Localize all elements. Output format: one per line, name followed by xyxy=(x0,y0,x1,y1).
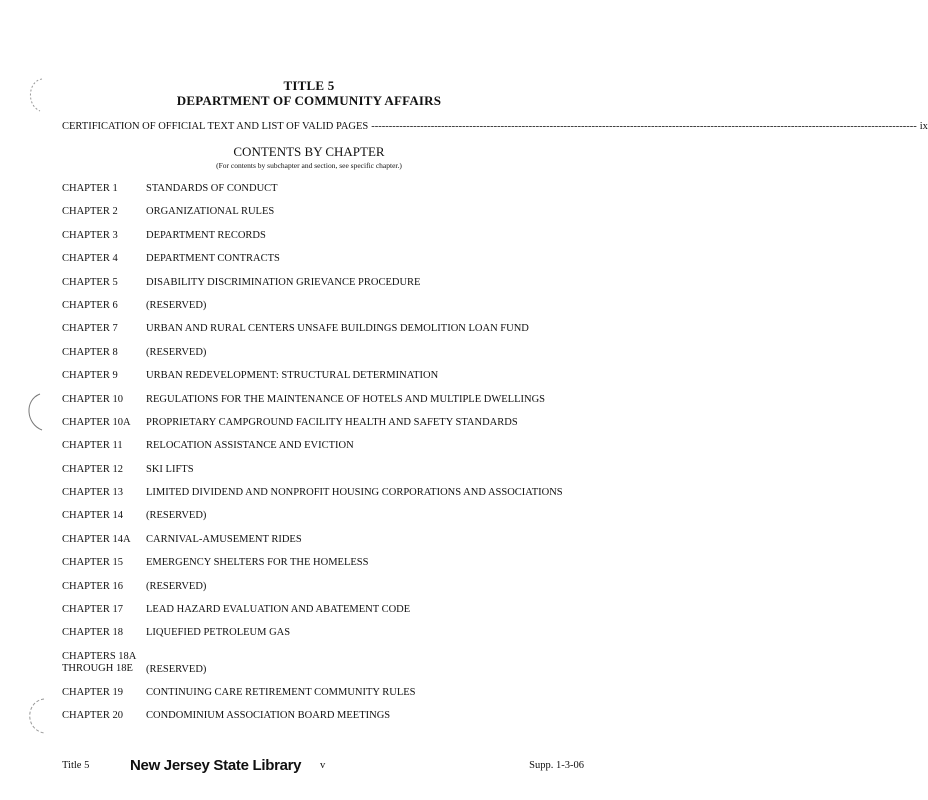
footer-title: Title 5 xyxy=(62,760,90,771)
certification-text: CERTIFICATION OF OFFICIAL TEXT AND LIST OF VALID PAGES xyxy=(62,121,369,132)
chapter-label: CHAPTER 2 xyxy=(62,206,118,218)
chapter-name: URBAN REDEVELOPMENT: STRUCTURAL DETERMINATION xyxy=(146,370,439,382)
chapter-name: LEAD HAZARD EVALUATION AND ABATEMENT CODE xyxy=(146,604,411,616)
chapter-label: CHAPTER 14 xyxy=(62,510,123,522)
chapter-label: CHAPTER 10 xyxy=(62,393,123,405)
chapter-label: CHAPTER 12 xyxy=(62,463,123,475)
chapter-row xyxy=(62,487,582,510)
chapter-name: (RESERVED) xyxy=(146,580,207,592)
chapter-name: (RESERVED) xyxy=(146,510,207,522)
punch-hole-mark-bottom xyxy=(20,697,50,737)
chapter-label: CHAPTER 3 xyxy=(62,229,118,241)
chapter-row xyxy=(62,510,582,533)
chapter-name: (RESERVED) xyxy=(146,346,207,358)
chapter-name: LIMITED DIVIDEND AND NONPROFIT HOUSING CORPORATIONS AND ASSOCIATIONS xyxy=(146,487,563,499)
chapter-name: DISABILITY DISCRIMINATION GRIEVANCE PROCEDURE xyxy=(146,276,421,288)
chapter-label: CHAPTER 15 xyxy=(62,557,123,569)
chapter-name: URBAN AND RURAL CENTERS UNSAFE BUILDINGS DEMOLITION LOAN FUND xyxy=(146,323,529,335)
contents-heading: CONTENTS BY CHAPTER xyxy=(233,144,385,159)
chapter-row xyxy=(62,651,582,687)
chapter-row xyxy=(62,370,582,393)
chapter-label: CHAPTER 18 xyxy=(62,627,123,639)
punch-hole-mark-middle xyxy=(20,392,50,432)
chapter-row xyxy=(62,464,582,487)
certification-leader: ------------------------------------------------------------------------------------------------------------------------------------------------------------ xyxy=(371,121,917,132)
chapter-row xyxy=(62,394,582,417)
chapter-name: CONDOMINIUM ASSOCIATION BOARD MEETINGS xyxy=(146,710,391,722)
department-name: DEPARTMENT OF COMMUNITY AFFAIRS xyxy=(176,93,442,108)
chapter-label: CHAPTER 14A xyxy=(62,533,131,545)
chapter-label: CHAPTER 17 xyxy=(62,604,123,616)
chapter-label: CHAPTER 10A xyxy=(62,416,131,428)
chapter-list xyxy=(62,183,582,734)
chapter-name: CARNIVAL-AMUSEMENT RIDES xyxy=(146,533,302,545)
chapter-label: CHAPTER 5 xyxy=(62,276,118,288)
chapter-row xyxy=(62,206,582,229)
chapter-name: ORGANIZATIONAL RULES xyxy=(146,206,275,218)
page-number: v xyxy=(320,760,326,771)
chapter-label: CHAPTER 20 xyxy=(62,710,123,722)
chapter-label: CHAPTER 8 xyxy=(62,346,118,358)
chapter-name: (RESERVED) xyxy=(146,663,207,675)
chapter-label: CHAPTER 6 xyxy=(62,299,118,311)
chapter-name: PROPRIETARY CAMPGROUND FACILITY HEALTH AND SAFETY STANDARDS xyxy=(146,416,518,428)
chapter-label: CHAPTER 16 xyxy=(62,580,123,592)
chapter-row xyxy=(62,230,582,253)
chapter-row xyxy=(62,183,582,206)
chapter-label xyxy=(62,651,146,675)
chapter-name: RELOCATION ASSISTANCE AND EVICTION xyxy=(146,440,354,452)
chapter-name: DEPARTMENT RECORDS xyxy=(146,229,266,241)
chapter-label: CHAPTER 7 xyxy=(62,323,118,335)
page-footer xyxy=(62,757,584,777)
chapter-row xyxy=(62,440,582,463)
chapter-row xyxy=(62,417,582,440)
chapter-row xyxy=(62,627,582,650)
document-title: TITLE 5 xyxy=(283,78,335,93)
chapter-row xyxy=(62,534,582,557)
chapter-row xyxy=(62,581,582,604)
chapter-row xyxy=(62,347,582,370)
chapter-name: STANDARDS OF CONDUCT xyxy=(146,183,278,194)
chapter-row xyxy=(62,687,582,710)
chapter-row xyxy=(62,253,582,276)
certification-page: ix xyxy=(919,121,928,132)
supplement-date: Supp. 1-3-06 xyxy=(529,760,584,771)
chapter-name: EMERGENCY SHELTERS FOR THE HOMELESS xyxy=(146,557,369,569)
chapter-label: CHAPTER 19 xyxy=(62,686,123,698)
chapter-name: LIQUEFIED PETROLEUM GAS xyxy=(146,627,291,639)
chapter-name: SKI LIFTS xyxy=(146,463,194,475)
chapter-row xyxy=(62,277,582,300)
chapter-row xyxy=(62,300,582,323)
chapter-row xyxy=(62,557,582,580)
chapter-row xyxy=(62,710,582,733)
chapter-label: CHAPTER 11 xyxy=(62,440,123,452)
chapter-label-line1: CHAPTERS 18A xyxy=(62,650,137,662)
chapter-name: REGULATIONS FOR THE MAINTENANCE OF HOTELS AND MULTIPLE DWELLINGS xyxy=(146,393,545,405)
chapter-name: (RESERVED) xyxy=(146,299,207,311)
chapter-name: DEPARTMENT CONTRACTS xyxy=(146,253,280,265)
contents-note: (For contents by subchapter and section, see specific chapter.) xyxy=(216,161,402,170)
chapter-row xyxy=(62,323,582,346)
chapter-label: CHAPTER 1 xyxy=(62,183,118,194)
chapter-name: CONTINUING CARE RETIREMENT COMMUNITY RULES xyxy=(146,686,416,698)
certification-line xyxy=(62,121,928,132)
chapter-label: CHAPTER 13 xyxy=(62,487,123,499)
library-stamp: New Jersey State Library xyxy=(130,757,302,774)
chapter-row xyxy=(62,604,582,627)
chapter-label: CHAPTER 9 xyxy=(62,370,118,382)
chapter-label: CHAPTER 4 xyxy=(62,253,118,265)
chapter-label-line2: THROUGH 18E xyxy=(62,662,133,674)
